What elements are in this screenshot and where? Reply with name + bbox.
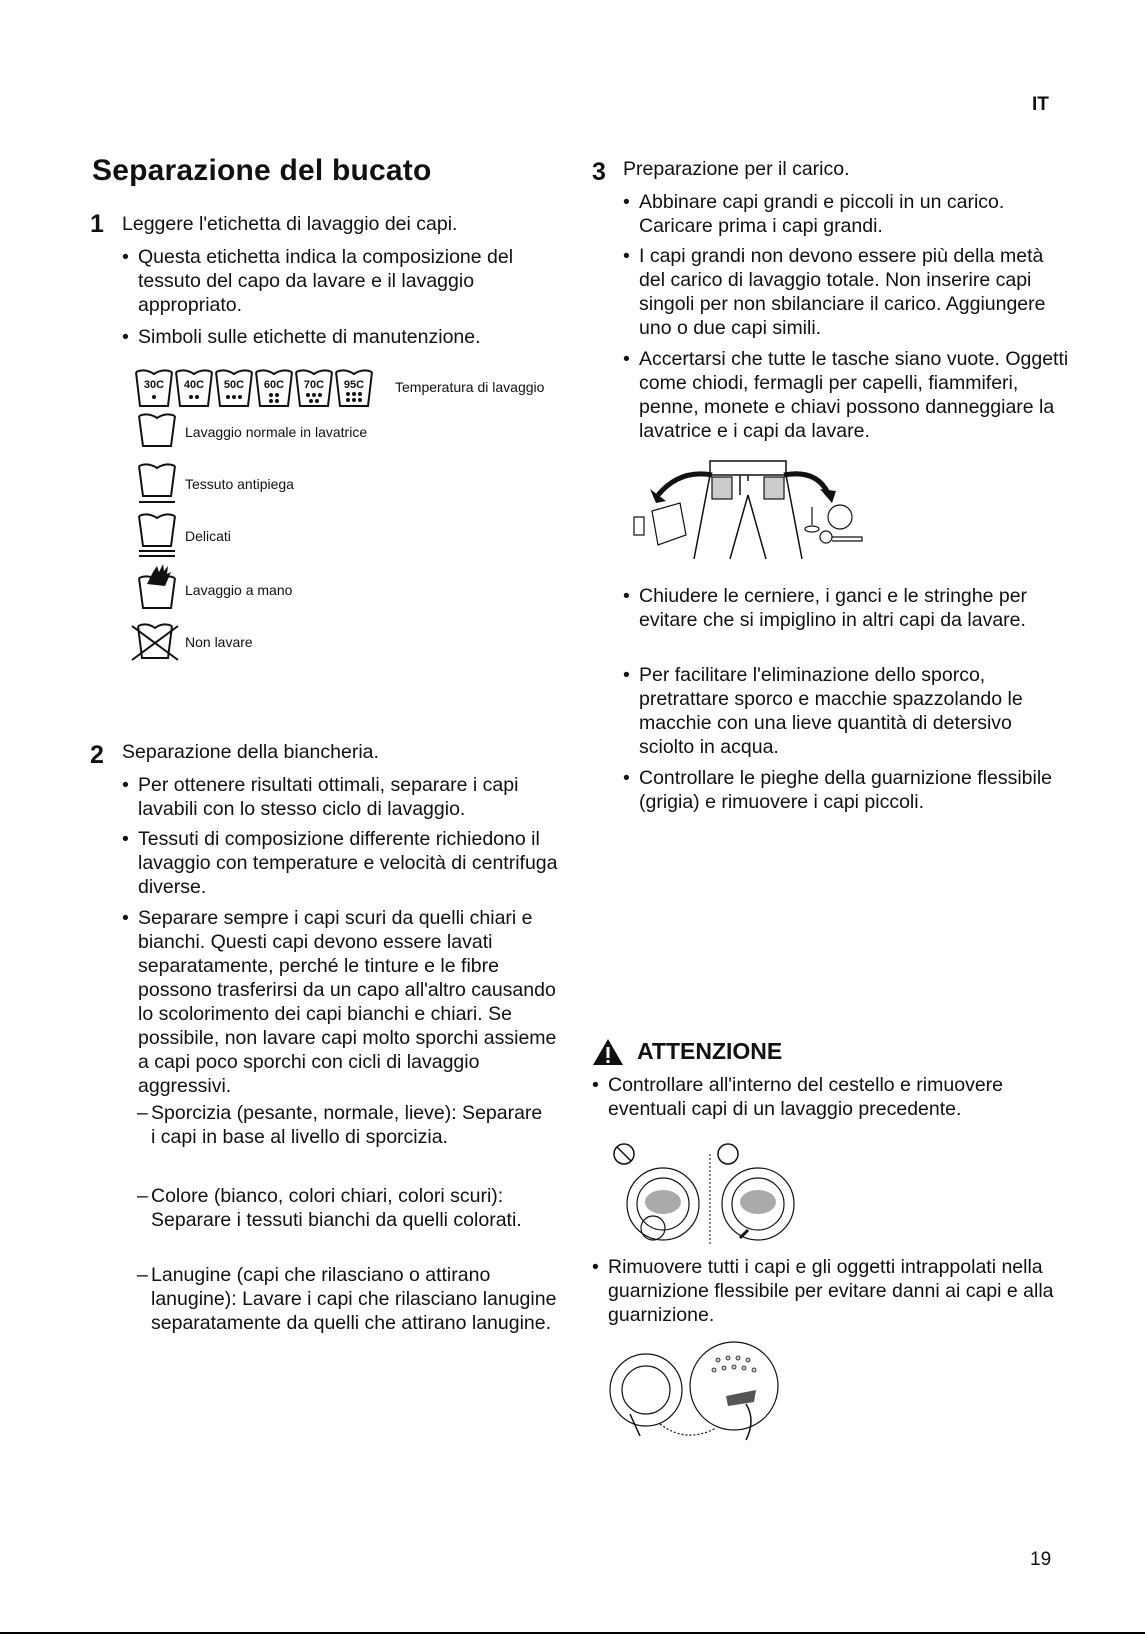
gasket-illustration bbox=[606, 1340, 786, 1448]
step-2-bullet: • Tessuti di composizione differente richiedono il lavaggio con temperature e velocità di centrifuga diverse. bbox=[122, 827, 563, 899]
step-3-bullet: • I capi grandi non devono essere più della metà del carico di lavaggio totale. Non inserire capi singoli per non sbilanciare il carico. Aggiungere uno o due capi simili. bbox=[623, 244, 1059, 340]
attention-title: ATTENZIONE bbox=[637, 1038, 783, 1064]
step-2-sub-item: – Colore (bianco, colori chiari, colori scuri): Separare i tessuti bianchi da quelli colorati. bbox=[137, 1184, 571, 1232]
step-3-bullet: • Per facilitare l'eliminazione dello sporco, pretrattare sporco e macchie spazzolando le macchie con una lieve quantità di detersivo sciolto in acqua. bbox=[623, 663, 1059, 759]
step-2-bullet: • Per ottenere risultati ottimali, separare i capi lavabili con lo stesso ciclo di lavaggio. bbox=[122, 773, 563, 821]
step-2-bullet: • Separare sempre i capi scuri da quelli chiari e bianchi. Questi capi devono essere lavati separatamente, perché le tinture e le fibre possono trasferirsi da un capo all'altro causando lo scolorimento dei capi bianchi e chiari. Se possibile, non lavare capi molto sporchi assieme a capi poco sporchi con cicli di lavaggio aggressivi. bbox=[122, 906, 563, 1098]
do-not-wash-label: Non lavare bbox=[185, 634, 253, 650]
step-2-sub-item: – Lanugine (capi che rilasciano o attirano lanugine): Lavare i capi che rilasciano lanugine separatamente da quelli che attirano lanugine. bbox=[137, 1263, 561, 1335]
temp-60-label: 60C bbox=[263, 379, 285, 391]
page-number: 19 bbox=[1030, 1549, 1052, 1570]
normal-wash-label: Lavaggio normale in lavatrice bbox=[185, 424, 368, 440]
temp-50-label: 50C bbox=[223, 379, 245, 391]
step-1-heading: Leggere l'etichetta di lavaggio dei capi. bbox=[122, 213, 458, 235]
hand-wash-label: Lavaggio a mano bbox=[185, 582, 293, 598]
temp-95-label: 95C bbox=[343, 379, 365, 391]
bottom-divider bbox=[0, 1632, 1145, 1634]
attention-bullet: • Controllare all'interno del cestello e rimuovere eventuali capi di un lavaggio precedente. bbox=[592, 1073, 1068, 1121]
do-not-wash-icon bbox=[130, 622, 180, 662]
permanent-press-icon bbox=[137, 462, 177, 504]
language-code: IT bbox=[1032, 94, 1049, 115]
temperature-label: Temperatura di lavaggio bbox=[395, 379, 545, 395]
step-1-bullet: • Simboli sulle etichette di manutenzione. bbox=[122, 325, 558, 349]
empty-pockets-illustration bbox=[630, 455, 870, 565]
attention-bullet: • Rimuovere tutti i capi e gli oggetti intrappolati nella guarnizione flessibile per evitare danni ai capi e alla guarnizione. bbox=[592, 1255, 1068, 1327]
temp-40-label: 40C bbox=[183, 379, 205, 391]
step-3-bullet: • Chiudere le cerniere, i ganci e le stringhe per evitare che si impiglino in altri capi da lavare. bbox=[623, 584, 1059, 632]
step-3-bullet: • Abbinare capi grandi e piccoli in un carico. Caricare prima i capi grandi. bbox=[623, 190, 1059, 238]
temperature-wash-icons bbox=[134, 368, 374, 412]
drum-check-illustration bbox=[608, 1134, 808, 1246]
step-3-bullet: • Accertarsi che tutte le tasche siano vuote. Oggetti come chiodi, fermagli per capelli, fiammiferi, penne, monete e chiavi possono danneggiare la lavatrice e i capi da lavare. bbox=[623, 347, 1079, 443]
temp-30-label: 30C bbox=[143, 379, 165, 391]
permanent-press-label: Tessuto antipiega bbox=[185, 476, 294, 492]
step-3-number: 3 bbox=[592, 158, 606, 186]
step-3-bullet: • Controllare le pieghe della guarnizione flessibile (grigia) e rimuovere i capi piccoli. bbox=[623, 766, 1059, 814]
page-title: Separazione del bucato bbox=[92, 154, 432, 187]
hand-wash-icon bbox=[137, 562, 177, 610]
step-2-number: 2 bbox=[90, 741, 104, 769]
warning-icon bbox=[592, 1038, 624, 1066]
delicate-icon bbox=[137, 512, 177, 558]
step-2-sub-item: – Sporcizia (pesante, normale, lieve): Separare i capi in base al livello di sporcizia. bbox=[137, 1101, 551, 1149]
temp-70-label: 70C bbox=[303, 379, 325, 391]
step-2-heading: Separazione della biancheria. bbox=[122, 741, 379, 763]
step-1-bullet: • Questa etichetta indica la composizione del tessuto del capo da lavare e il lavaggio appropriato. bbox=[122, 245, 558, 317]
delicate-label: Delicati bbox=[185, 528, 231, 544]
step-1-number: 1 bbox=[90, 210, 104, 238]
step-3-heading: Preparazione per il carico. bbox=[623, 158, 850, 180]
normal-wash-icon bbox=[137, 412, 177, 448]
